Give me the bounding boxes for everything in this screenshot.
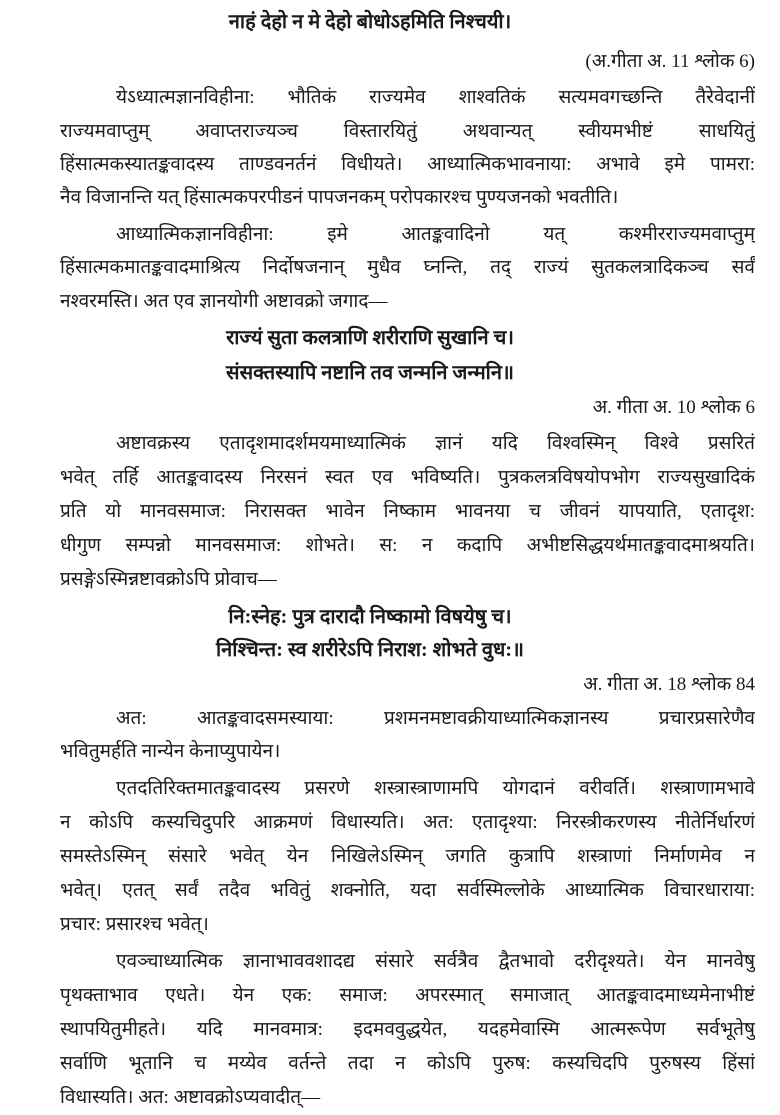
paragraph-line: विधास्यति। अत: अष्टावक्रोऽप्यवादीत्— <box>60 1087 321 1108</box>
verse-line: संसक्तस्यापि नष्टानि तव जन्मनि जन्मनि॥ <box>226 362 514 384</box>
paragraph-line: हिंसात्मकस्यातङ्कवादस्य ताण्डवनर्तनं विधीयते। आध्यात्मिकभावनाया: अभावे इमे पामरा: <box>60 154 755 175</box>
paragraph-line: प्रसङ्गेऽस्मिन्नष्टावक्रोऽपि प्रोवाच— <box>60 569 277 590</box>
paragraph-line: आध्यात्मिकज्ञानविहीना: इमे आतङ्कवादिनो यत् कश्मीरराज्यमवाप्तुम् <box>116 224 755 245</box>
paragraph-line: प्रचार: प्रसारश्च भवेत्। <box>60 914 209 935</box>
paragraph-line: एवञ्चाध्यात्मिक ज्ञानाभाववशादद्य संसारे सर्वत्रैव द्वैतभावो दरीदृश्यते। येन मानवेषु <box>116 951 755 972</box>
paragraph-line: पृथक्ताभाव एधते। येन एक: समाज: अपरस्मात् समाजात् आतङ्कवादमाध्यमेनाभीष्टं <box>60 985 755 1006</box>
paragraph-line: धीगुण सम्पन्नो मानवसमाज: शोभते। स: न कदापि अभीष्टसिद्धयर्थमातङ्कवादमाश्रयति। <box>60 535 755 556</box>
verse-line: राज्यं सुता कलत्राणि शरीराणि सुखानि च। <box>226 327 514 349</box>
verse-line: नि:स्नेह: पुत्र दारादौ निष्कामो विषयेषु च। <box>228 606 512 628</box>
paragraph-line: नश्वरमस्ति। अत एव ज्ञानयोगी अष्टावक्रो जगाद— <box>60 291 388 312</box>
paragraph-line: स्थापयितुमीहते। यदि मानवमात्र: इदमववुद्धयेत, यदहमेवास्मि आत्मरूपेण सर्वभूतेषु <box>60 1019 755 1040</box>
paragraph-line: राज्यमवाप्तुम् अवाप्तराज्यञ्च विस्तारयितुं अथवान्यत् स्वीयमभीष्टं साधयितुं <box>60 121 755 142</box>
paragraph-line: प्रति यो मानवसमाज: निरासक्त भावेन निष्काम भावनया च जीवनं यापयाति, एतादृश: <box>60 501 755 522</box>
verse-reference: अ. गीता अ. 18 श्लोक 84 <box>583 674 755 695</box>
paragraph-line: भवितुमर्हति नान्येन केनाप्युपायेन। <box>60 741 281 762</box>
verse-line: नाहं देहो न मे देहो बोधोऽहमिति निश्चयी। <box>228 11 512 33</box>
paragraph-line: भवेत् तर्हि आतङ्कवादस्य निरसनं स्वत एव भविष्यति। पुत्रकलत्रविषयोपभोग राज्यसुखादिकं <box>60 467 755 488</box>
verse-reference: अ. गीता अ. 10 श्लोक 6 <box>592 397 755 418</box>
paragraph-line: येऽध्यात्मज्ञानविहीना: भौतिकं राज्यमेव शाश्वतिकं सत्यमवगच्छन्ति तैरेवेदानीं <box>116 87 755 108</box>
paragraph-line: हिंसात्मकमातङ्कवादमाश्रित्य निर्दोषजनान् मुधैव घ्नन्ति, तद् राज्यं सुतकलत्रादिकञ्च सर्वं <box>60 257 755 278</box>
paragraph-line: सर्वाणि भूतानि च मय्येव वर्तन्ते तदा न कोऽपि पुरुष: कस्यचिदपि पुरुषस्य हिंसां <box>60 1053 755 1074</box>
paragraph-line: अत: आतङ्कवादसमस्याया: प्रशमनमष्टावक्रीयाध्यात्मिकज्ञानस्य प्रचारप्रसारेणैव <box>116 708 755 729</box>
verse-line: निश्चिन्त: स्व शरीरेऽपि निराश: शोभते वुध:॥ <box>215 639 524 661</box>
paragraph-line: न कोऽपि कस्यचिदुपरि आक्रमणं विधास्यति। अत: एतादृश्या: निरस्त्रीकरणस्य नीतेर्निर्धारणं <box>60 812 755 833</box>
verse-reference: (अ.गीता अ. 11 श्लोक 6) <box>585 51 755 72</box>
paragraph-line: अष्टावक्रस्य एतादृशमादर्शमयमाध्यात्मिकं ज्ञानं यदि विश्वस्मिन् विश्वे प्रसरितं <box>116 433 755 454</box>
paragraph-line: भवेत्। एतत् सर्वं तदैव भवितुं शक्नोति, यदा सर्वस्मिल्लोके आध्यात्मिक विचारधाराया: <box>60 880 755 901</box>
paragraph-line: समस्तेऽस्मिन् संसारे भवेत् येन निखिलेऽस्मिन् जगति कुत्रापि शस्त्राणां निर्माणमेव न <box>60 846 755 867</box>
paragraph-line: नैव विजानन्ति यत् हिंसात्मकपरपीडनं पापजनकम् परोपकारश्च पुण्यजनको भवतीति। <box>60 187 619 208</box>
paragraph-line: एतदतिरिक्तमातङ्कवादस्य प्रसरणे शस्त्रास्त्राणामपि योगदानं वरीवर्ति। शस्त्राणामभावे <box>116 778 755 799</box>
